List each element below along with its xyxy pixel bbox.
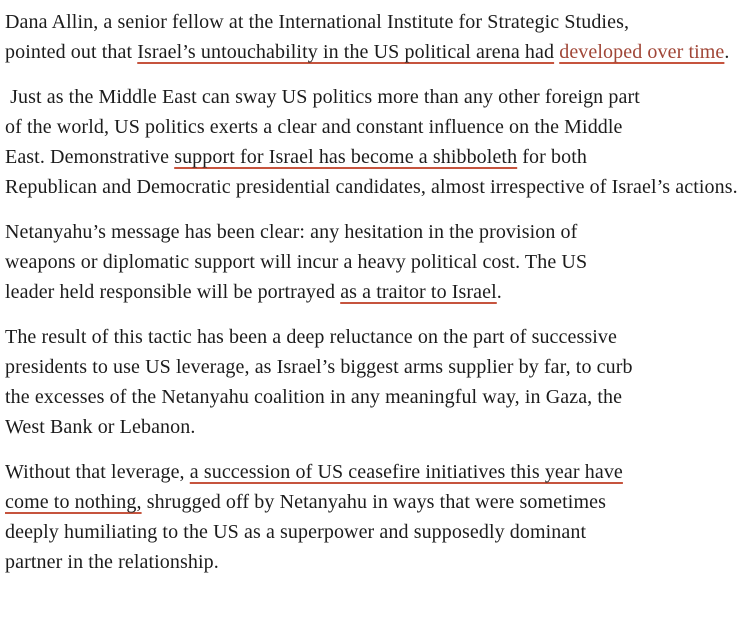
text-run: leader held responsible will be portrayed bbox=[5, 281, 341, 303]
text-line bbox=[5, 551, 219, 573]
text-run: The result of this tactic has been a deep reluctance on the part of successive bbox=[5, 326, 617, 348]
text-line bbox=[5, 41, 554, 63]
text-line bbox=[5, 416, 195, 438]
text-run: West Bank or Lebanon. bbox=[5, 416, 196, 438]
text-run: . bbox=[724, 41, 730, 63]
text-run: East. Demonstrative bbox=[5, 146, 175, 168]
text-run: partner in the relationship. bbox=[5, 551, 219, 573]
text-run: pointed out that bbox=[5, 41, 138, 63]
inline-link[interactable]: come to nothing, bbox=[5, 491, 142, 513]
text-line bbox=[5, 251, 587, 273]
text-line bbox=[5, 491, 606, 513]
text-run: Just as the Middle East can sway US politics more than any other foreign part bbox=[5, 86, 640, 108]
paragraph-1 bbox=[5, 7, 746, 67]
text-line bbox=[612, 176, 738, 198]
text-line bbox=[5, 116, 623, 138]
text-run: Republican and Democratic presidential candidates, almost irrespective of bbox=[5, 176, 607, 198]
text-run: . bbox=[496, 281, 502, 303]
text-line bbox=[5, 521, 586, 543]
inline-link[interactable]: developed over time bbox=[559, 41, 725, 63]
inline-link[interactable]: Israel’s untouchability in the US political arena had bbox=[137, 41, 555, 63]
text-line bbox=[5, 11, 629, 33]
text-line bbox=[5, 356, 633, 378]
text-run: Dana Allin, a senior fellow at the International Institute for Strategic Studies, bbox=[5, 11, 630, 33]
text-line bbox=[5, 461, 623, 483]
paragraph-2 bbox=[5, 82, 746, 202]
paragraph-3 bbox=[5, 217, 746, 307]
text-line bbox=[5, 386, 622, 408]
text-run: shrugged off by Netanyahu in ways that were sometimes bbox=[141, 491, 606, 513]
text-run: deeply humiliating to the US as a superpower and supposedly dominant bbox=[5, 521, 587, 543]
inline-link[interactable]: as a traitor to Israel bbox=[340, 281, 497, 303]
text-line bbox=[5, 176, 607, 198]
paragraph-5 bbox=[5, 457, 746, 577]
paragraph-4 bbox=[5, 322, 746, 442]
text-run: weapons or diplomatic support will incur a heavy political cost. The US bbox=[5, 251, 588, 273]
text-line bbox=[5, 326, 617, 348]
text-run: Without that leverage, bbox=[5, 461, 190, 483]
text-run: presidents to use US leverage, as Israel’s biggest arms supplier by far, to curb bbox=[5, 356, 633, 378]
text-line bbox=[5, 86, 640, 108]
text-line bbox=[5, 146, 587, 168]
text-run: for both bbox=[517, 146, 587, 168]
inline-link[interactable]: a succession of US ceasefire initiatives this year have bbox=[189, 461, 623, 483]
text-run: Netanyahu’s message has been clear: any hesitation in the provision of bbox=[5, 221, 578, 243]
text-run: of the world, US politics exerts a clear and constant influence on the Middle bbox=[5, 116, 623, 138]
text-run: Israel’s actions. bbox=[611, 176, 738, 198]
text-line bbox=[5, 281, 502, 303]
text-line bbox=[5, 221, 577, 243]
text-line bbox=[559, 41, 729, 63]
text-run: the excesses of the Netanyahu coalition in any meaningful way, in Gaza, the bbox=[5, 386, 623, 408]
inline-link[interactable]: support for Israel has become a shibboleth bbox=[174, 146, 518, 168]
